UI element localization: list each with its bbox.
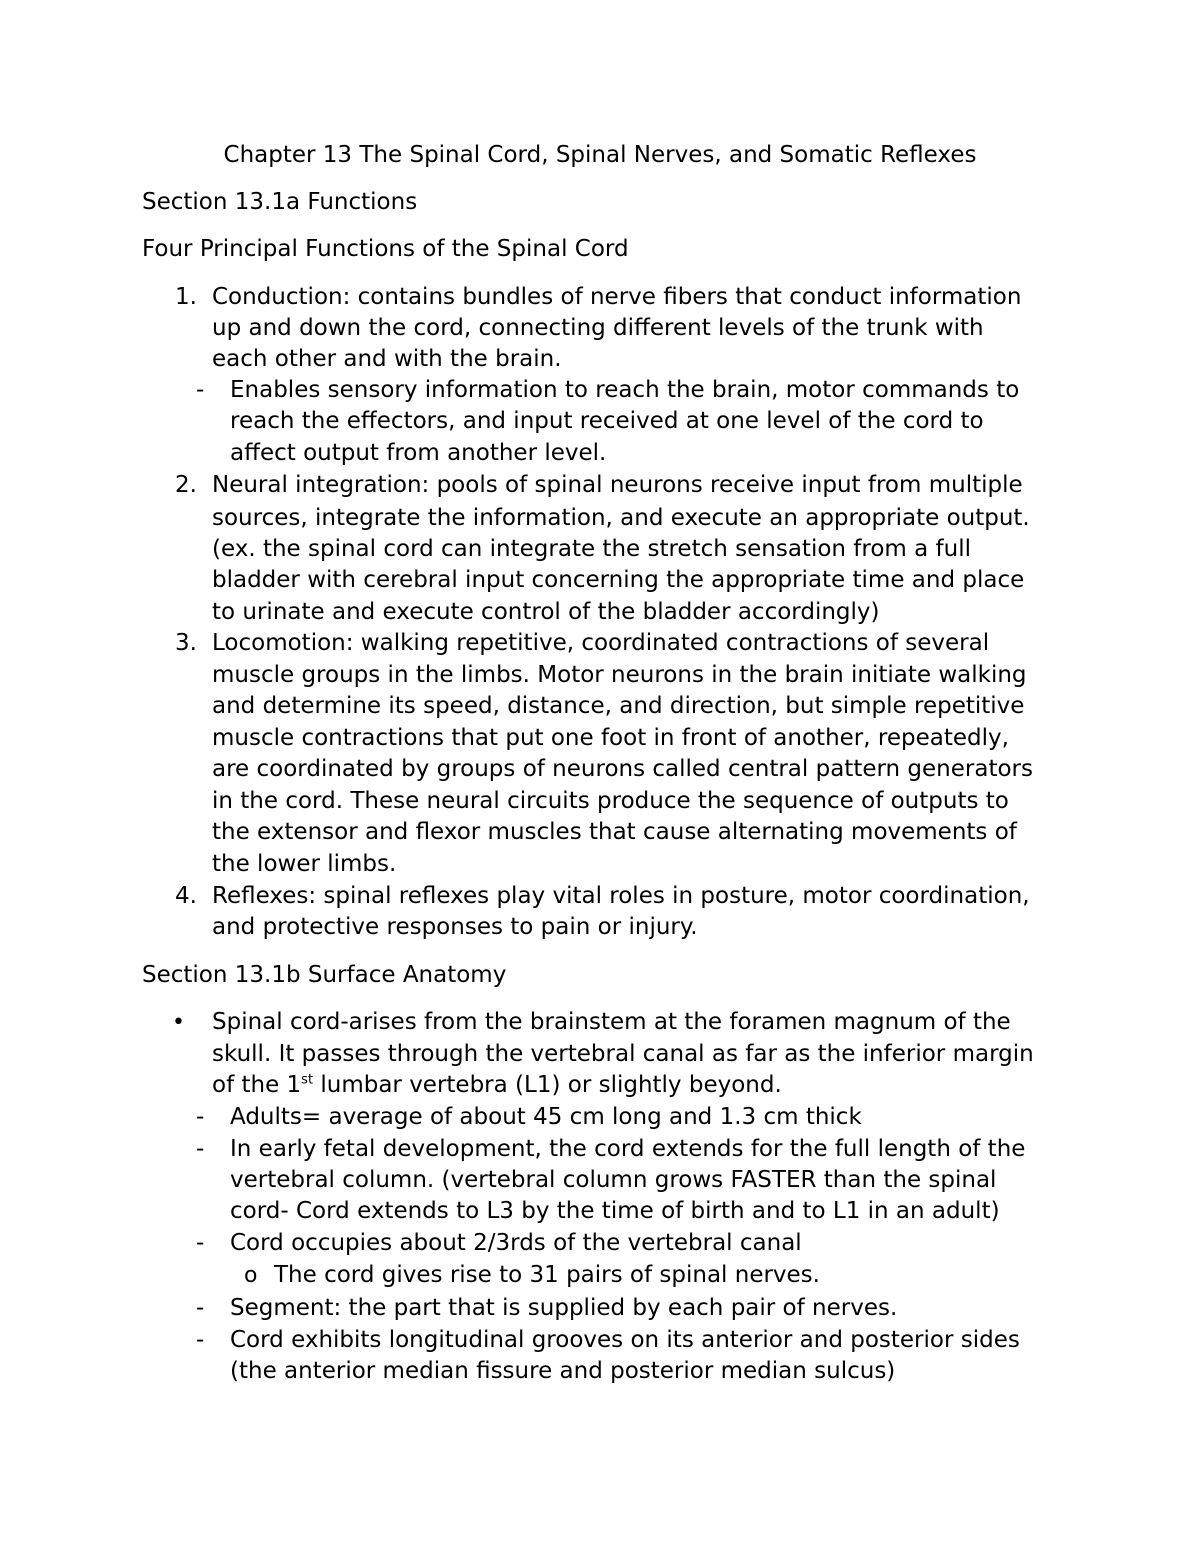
list-number: 4. [175, 883, 197, 909]
dash-item-line: In early fetal development, the cord extends for the full length of the [230, 1136, 1026, 1162]
dash-item-line: (the anterior median fissure and posterior median sulcus) [230, 1358, 896, 1384]
list-number: 2. [175, 472, 197, 498]
circle-item-line: The cord gives rise to 31 pairs of spinal nerves. [274, 1262, 820, 1288]
list-item-line: Neural integration: pools of spinal neurons receive input from multiple [212, 472, 1023, 498]
list-item-line: and determine its speed, distance, and direction, but simple repetitive [212, 693, 1025, 719]
list-number: 1. [175, 284, 197, 310]
list-item-line: (ex. the spinal cord can integrate the stretch sensation from a full [212, 536, 971, 562]
circle-marker: o [244, 1263, 258, 1288]
dash-marker: - [196, 1327, 205, 1353]
dash-item-line: Cord occupies about 2/3rds of the vertebral canal [230, 1230, 802, 1256]
list-item-line: each other and with the brain. [212, 346, 562, 372]
list-item-line: muscle contractions that put one foot in front of another, repeatedly, [212, 725, 1009, 751]
document-title: Chapter 13 The Spinal Cord, Spinal Nerves, and Somatic Reflexes [223, 142, 977, 168]
dash-marker: - [196, 377, 205, 403]
list-item-line: and protective responses to pain or injury. [212, 914, 698, 940]
list-item-line: in the cord. These neural circuits produce the sequence of outputs to [212, 788, 1009, 814]
dash-marker: - [196, 1295, 205, 1321]
superscript-st: st [301, 1072, 314, 1088]
list-item-line: muscle groups in the limbs. Motor neurons in the brain initiate walking [212, 662, 1027, 688]
list-item-line: sources, integrate the information, and execute an appropriate output. [212, 505, 1030, 531]
section-heading: Section 13.1a Functions [142, 189, 418, 215]
list-item-line: Reflexes: spinal reflexes play vital roles in posture, motor coordination, [212, 883, 1030, 909]
list-subitem-line: Enables sensory information to reach the brain, motor commands to [230, 377, 1020, 403]
list-item-line: bladder with cerebral input concerning the appropriate time and place [212, 567, 1025, 593]
list-item-line: the extensor and flexor muscles that cause alternating movements of [212, 819, 1017, 845]
list-item-line: Locomotion: walking repetitive, coordinated contractions of several [212, 630, 990, 656]
list-item-line: up and down the cord, connecting different levels of the trunk with [212, 315, 984, 341]
list-item-line: Conduction: contains bundles of nerve fibers that conduct information [212, 284, 1022, 310]
dash-marker: - [196, 1136, 205, 1162]
list-number: 3. [175, 630, 197, 656]
list-subitem-line: affect output from another level. [230, 440, 607, 466]
bullet-item-line: of the 1st lumbar vertebra (L1) or slightly beyond. [212, 1072, 782, 1098]
dash-marker: - [196, 1104, 205, 1130]
dash-item-line: Segment: the part that is supplied by each pair of nerves. [230, 1295, 898, 1321]
list-item-line: to urinate and execute control of the bladder accordingly) [212, 599, 880, 625]
section-heading: Section 13.1b Surface Anatomy [142, 962, 507, 988]
list-subitem-line: reach the effectors, and input received at one level of the cord to [230, 408, 984, 434]
list-item-line: the lower limbs. [212, 851, 397, 877]
bullet-marker: • [172, 1010, 185, 1035]
dash-item-line: Cord exhibits longitudinal grooves on its anterior and posterior sides [230, 1327, 1020, 1353]
section-subheading: Four Principal Functions of the Spinal Cord [142, 236, 629, 262]
list-item-line: are coordinated by groups of neurons called central pattern generators [212, 756, 1033, 782]
bullet-item-line: Spinal cord-arises from the brainstem at the foramen magnum of the [212, 1009, 1011, 1035]
dash-marker: - [196, 1230, 205, 1256]
dash-item-line: cord- Cord extends to L3 by the time of birth and to L1 in an adult) [230, 1198, 1000, 1224]
bullet-item-line: skull. It passes through the vertebral canal as far as the inferior margin [212, 1041, 1034, 1067]
dash-item-line: vertebral column. (vertebral column grows FASTER than the spinal [230, 1167, 997, 1193]
dash-item-line: Adults= average of about 45 cm long and 1.3 cm thick [230, 1104, 862, 1130]
